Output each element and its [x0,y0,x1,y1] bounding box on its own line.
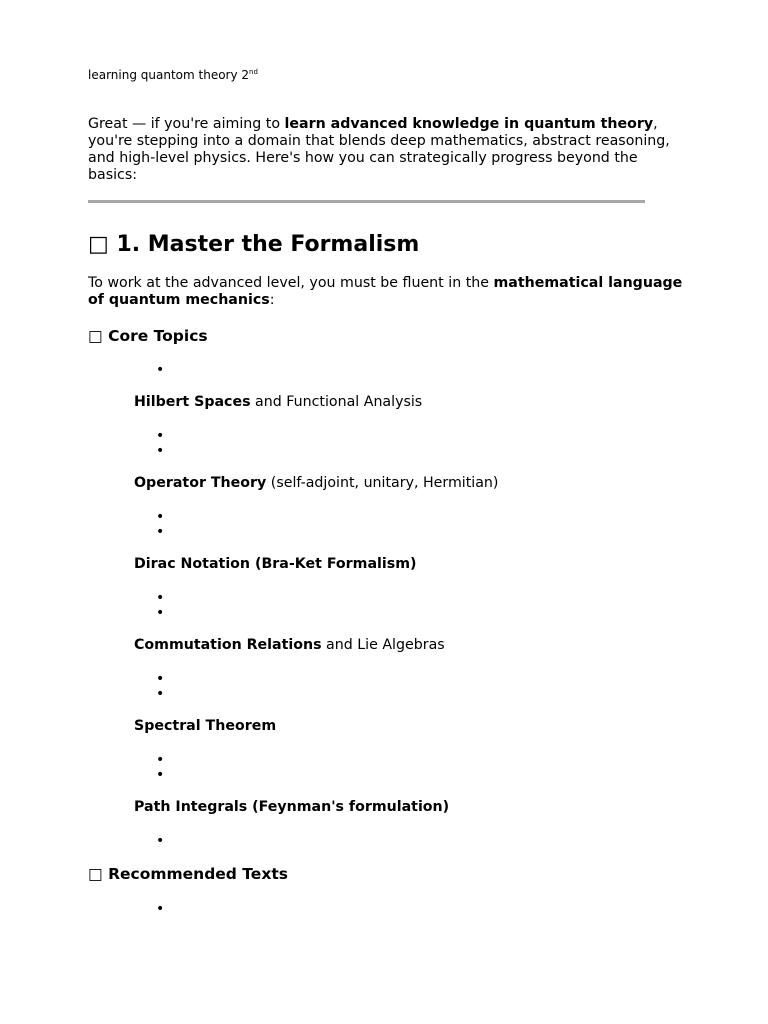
list-item-rest: (self-adjoint, unitary, Hermitian) [266,475,499,491]
list-item [134,636,445,654]
intro-text-end: , you're stepping into a domain that blends deep mathematics, abstract reasoning, and high-level physics. Here's how you can strategically progress beyond the basics: [88,116,670,183]
lead-text-start: To work at the advanced level, you must be fluent in the [88,275,494,291]
list-item-bold: Spectral Theorem [134,718,277,734]
intro-text-start: Great — if you're aiming to [88,116,285,132]
list-item-rest: and Functional Analysis [250,394,423,410]
bullet-marker: • [156,428,165,444]
bullet-marker: • [156,605,165,621]
document-title-text: learning quantom theory 2 [88,68,250,82]
bullet-marker: • [156,686,165,702]
bullet-marker: • [156,509,165,525]
bullet-marker: • [156,901,165,917]
list-item-bold: Commutation Relations [134,637,322,653]
recommended-texts-heading [88,864,288,884]
list-item [134,555,416,573]
list-item-bold: Path Integrals (Feynman's formulation) [134,799,450,815]
intro-text-bold: learn advanced knowledge in quantum theory [284,116,654,132]
section-1-heading [88,231,419,259]
missing-glyph-icon: □ [88,865,103,883]
list-item-rest: and Lie Algebras [321,637,445,653]
intro-paragraph [88,116,688,184]
lead-text-bold: mathematical language of quantum mechanics [88,275,683,308]
bullet-marker: • [156,671,165,687]
list-item-bold: Operator Theory [134,475,267,491]
missing-glyph-icon: □ [88,232,109,257]
list-item [134,393,422,411]
list-item [134,717,276,735]
document-title [88,67,258,85]
list-item [134,798,449,816]
bullet-marker: • [156,833,165,849]
bullet-marker: • [156,362,165,378]
horizontal-rule [88,200,645,203]
list-item-bold: Dirac Notation (Bra-Ket Formalism) [134,556,417,572]
core-topics-heading-text: Core Topics [108,327,208,345]
list-item [134,474,498,492]
bullet-marker: • [156,443,165,459]
missing-glyph-icon: □ [88,327,103,345]
bullet-marker: • [156,767,165,783]
document-title-superscript: nd [249,68,258,76]
recommended-texts-heading-text: Recommended Texts [108,865,288,883]
list-item-bold: Hilbert Spaces [134,394,251,410]
bullet-marker: • [156,590,165,606]
section-1-lead-paragraph [88,275,688,309]
section-1-heading-text: 1. Master the Formalism [116,232,420,257]
bullet-marker: • [156,752,165,768]
bullet-marker: • [156,524,165,540]
lead-text-end: : [269,292,275,308]
core-topics-heading [88,326,208,346]
